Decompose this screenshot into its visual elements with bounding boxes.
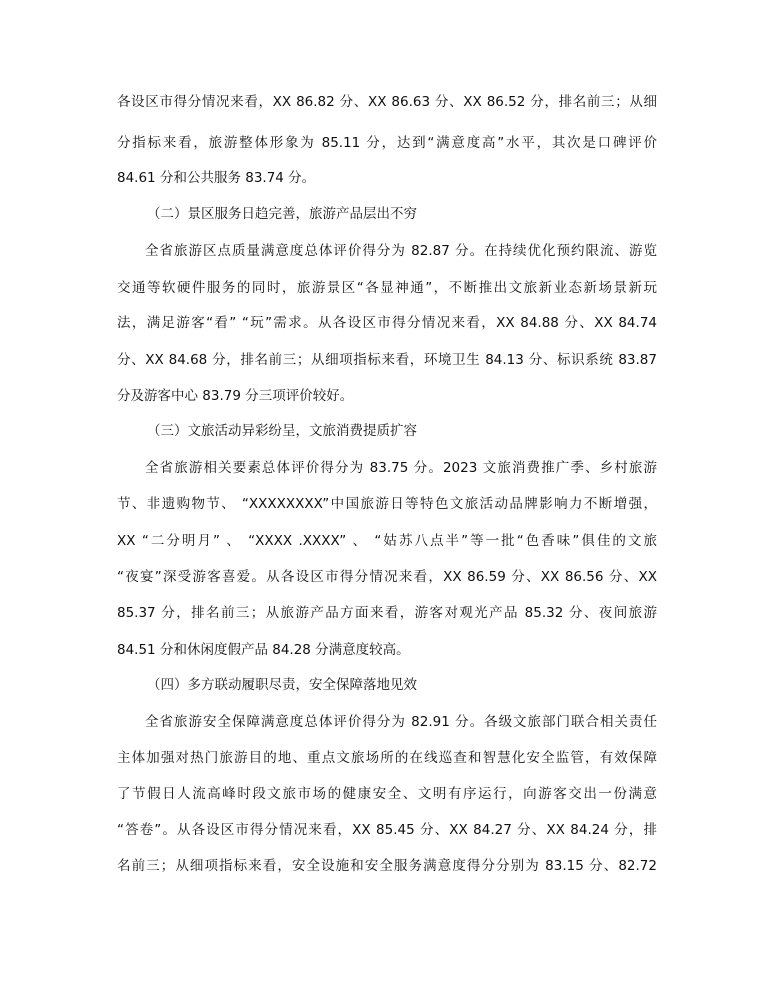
paragraph-3-line-5: 85.37 分，排名前三；从旅游产品方面来看，游客对观光产品 85.32 分、夜间旅游	[117, 605, 657, 621]
paragraph-1-line-1: 各设区市得分情况来看，XX 86.82 分、XX 86.63 分、XX 86.52 分，排名前三；从细	[117, 94, 657, 110]
paragraph-2-line-3: 法，满足游客“看” “玩”需求。从各设区市得分情况来看，XX 84.88 分、XX 84.74	[117, 315, 657, 331]
paragraph-3-line-6: 84.51 分和休闲度假产品 84.28 分满意度较高。	[117, 642, 410, 658]
section-heading-2: （二）景区服务日趋完善，旅游产品层出不穷	[147, 206, 417, 222]
paragraph-1-line-3: 84.61 分和公共服务 83.74 分。	[117, 170, 316, 186]
paragraph-4-line-3: 了节假日人流高峰时段文旅市场的健康安全、文明有序运行，向游客交出一份满意	[117, 786, 657, 802]
paragraph-3-line-1: 全省旅游相关要素总体评价得分为 83.75 分。2023 文旅消费推广季、乡村旅游	[145, 460, 657, 476]
paragraph-2-line-5: 分及游客中心 83.79 分三项评价较好。	[117, 388, 354, 404]
paragraph-4-line-5: 名前三；从细项指标来看，安全设施和安全服务满意度得分分别为 83.15 分、82.72	[117, 858, 657, 874]
paragraph-4-line-1: 全省旅游安全保障满意度总体评价得分为 82.91 分。各级文旅部门联合相关责任	[145, 714, 657, 730]
paragraph-1-line-2: 分指标来看，旅游整体形象为 85.11 分，达到“满意度高”水平，其次是口碑评价	[117, 135, 657, 151]
paragraph-3-line-4: “夜宴”深受游客喜爱。从各设区市得分情况来看，XX 86.59 分、XX 86.56 分、XX	[117, 569, 657, 585]
section-heading-4: （四）多方联动履职尽责，安全保障落地见效	[147, 677, 417, 693]
paragraph-2-line-1: 全省旅游区点质量满意度总体评价得分为 82.87 分。在持续优化预约限流、游览	[145, 243, 657, 259]
paragraph-2-line-2: 交通等软硬件服务的同时，旅游景区“各显神通”，不断推出文旅新业态新场景新玩	[117, 280, 657, 296]
paragraph-3-line-3: XX “二分明月” 、 “XXXX .XXXX” 、 “姑苏八点半”等一批“色香味”俱佳的文旅	[117, 533, 657, 549]
section-heading-3: （三）文旅活动异彩纷呈，文旅消费提质扩容	[147, 423, 417, 439]
paragraph-3-line-2: 节、非遗购物节、 “XXXXXXXX”中国旅游日等特色文旅活动品牌影响力不断增强，	[117, 496, 657, 512]
paragraph-4-line-4: “答卷”。从各设区市得分情况来看，XX 85.45 分、XX 84.27 分、XX 84.24 分，排	[117, 822, 657, 838]
paragraph-2-line-4: 分、XX 84.68 分，排名前三；从细项指标来看，环境卫生 84.13 分、标识系统 83.87	[117, 352, 657, 368]
paragraph-4-line-2: 主体加强对热门旅游目的地、重点文旅场所的在线巡查和智慧化安全监管，有效保障	[117, 750, 657, 766]
